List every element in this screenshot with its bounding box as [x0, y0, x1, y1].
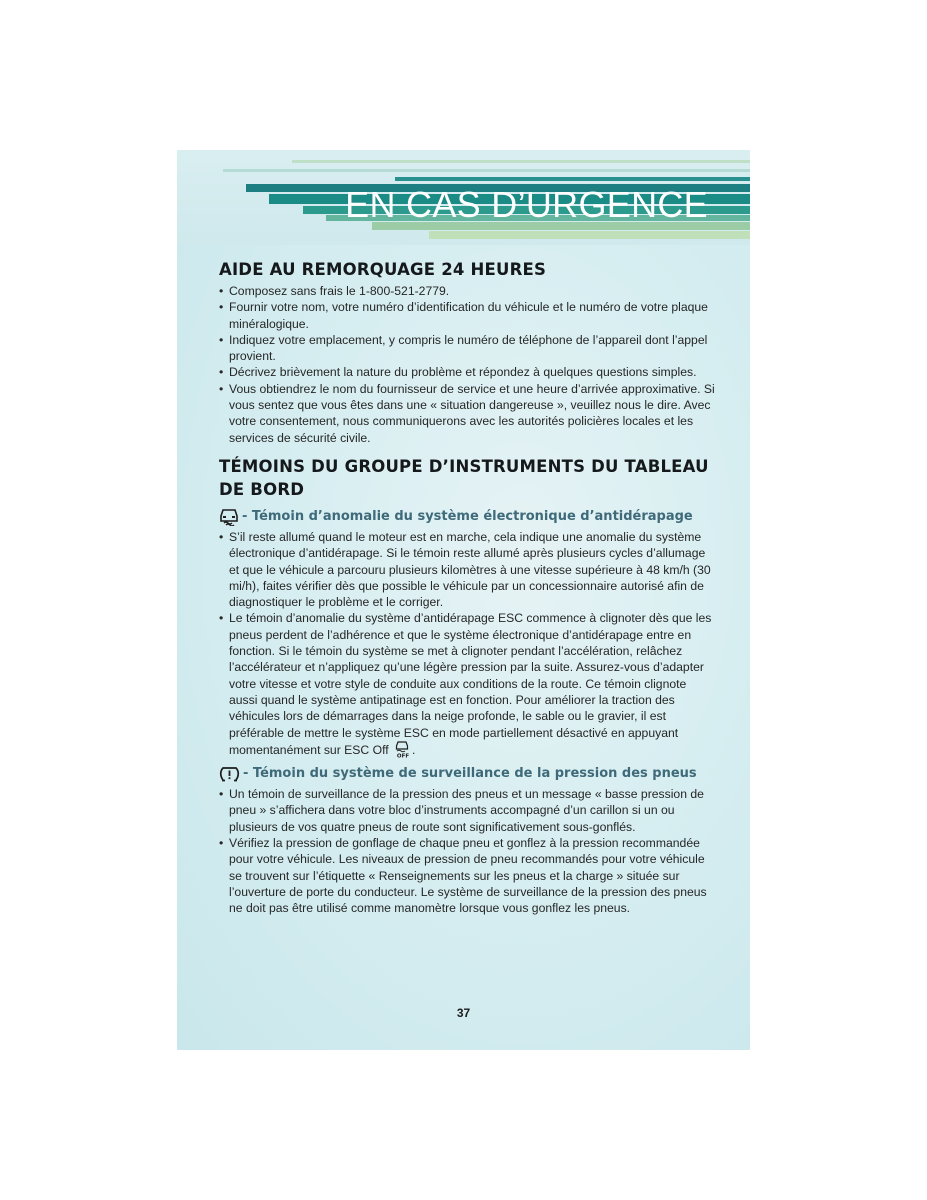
list-item: • Un témoin de surveillance de la pression des pneus et un message « basse pression de pneu » s’affichera dans votre bloc d’instruments accompagné d’un carillon si un ou plusieurs de vos quatre pneus de route sont significativement sous-gonflés.: [219, 786, 715, 835]
esc-subheading: [219, 507, 715, 527]
esc-off-icon: [394, 741, 410, 758]
page-content: [219, 258, 715, 917]
esc-off-icon-label: OFF: [396, 753, 410, 758]
list-item: [219, 610, 715, 758]
esc-list: [219, 529, 715, 758]
list-item: • Décrivez brièvement la nature du problème et répondez à quelques questions simples.: [219, 364, 715, 380]
towing-list: [219, 283, 715, 446]
list-item: • Vérifiez la pression de gonflage de chaque pneu et gonflez à la pression recommandée pour votre véhicule. Les niveaux de pression de pneu recommandés pour votre véhicule se trouvent sur l’étiquette « Renseignements sur les pneus et la charge » située sur l’ouverture de porte du conducteur. Le système de surveillance de la pression des pneus ne doit pas être utilisé comme manomètre lorsque vous gonflez les pneus.: [219, 835, 715, 916]
tpms-list: [219, 786, 715, 916]
manual-page: [177, 150, 750, 1050]
tire-pressure-warning-icon: [219, 765, 240, 783]
list-item: • Composez sans frais le 1-800-521-2779.: [219, 283, 715, 299]
list-item: • Fournir votre nom, votre numéro d’identification du véhicule et le numéro de votre plaque minéralogique.: [219, 299, 715, 332]
header-band: [177, 150, 750, 245]
chapter-title: EN CAS D’URGENCE: [345, 184, 708, 225]
tpms-subheading-text: - Témoin du système de surveillance de la pression des pneus: [243, 766, 697, 782]
list-item: • Indiquez votre emplacement, y compris le numéro de téléphone de l’appareil dont l’appel provient.: [219, 332, 715, 365]
towing-heading: AIDE AU REMORQUAGE 24 HEURES: [219, 260, 547, 279]
esc-item-end: .: [412, 742, 416, 757]
list-item: • Vous obtiendrez le nom du fournisseur de service et une heure d’arrivée approximative. Si vous sentez que vous êtes dans une « situation dangereuse », veuillez nous le dire. Avec votre consentement, nous communiquerons avec les autorités policières locales et les services de sécurité civile.: [219, 381, 715, 446]
esc-item-text: Le témoin d’anomalie du système d’antidérapage ESC commence à clignoter dès que les pneus perdent de l’adhérence et que le système électronique d’antidérapage entre en fonction. Si le témoin du système se met à clignoter pendant l’accélération, relâchez l’accélérateur et n’appliquez qu’une légère pression par la suite. Assurez-vous d’adapter votre vitesse et votre style de conduite aux conditions de la route. Ce témoin clignote aussi quand le système antipatinage est en fonction. Pour améliorer la traction des véhicules lors de démarrages dans la neige profonde, le sable ou le gravier, il est préférable de mettre le système ESC en mode partiellement désactivé en appuyant momentanément sur ESC Off: [229, 611, 712, 757]
esc-subheading-text: - Témoin d’anomalie du système électronique d’antidérapage: [242, 508, 693, 524]
esc-skid-car-icon: [219, 508, 239, 526]
tpms-subheading: [219, 764, 715, 784]
page-number: 37: [456, 1006, 471, 1020]
list-item: • S’il reste allumé quand le moteur est en marche, cela indique une anomalie du système électronique d’antidérapage. Si le témoin reste allumé après plusieurs cycles d’allumage et que le véhicule a parcouru plusieurs kilomètres à une vitesse supérieure à 48 km/h (30 mi/h), faites vérifier dès que possible le véhicule par un concessionnaire autorisé afin de diagnostiquer le problème et le corriger.: [219, 529, 715, 610]
warning-lights-heading: TÉMOINS DU GROUPE D’INSTRUMENTS DU TABLEAU DE BORD: [219, 456, 709, 499]
